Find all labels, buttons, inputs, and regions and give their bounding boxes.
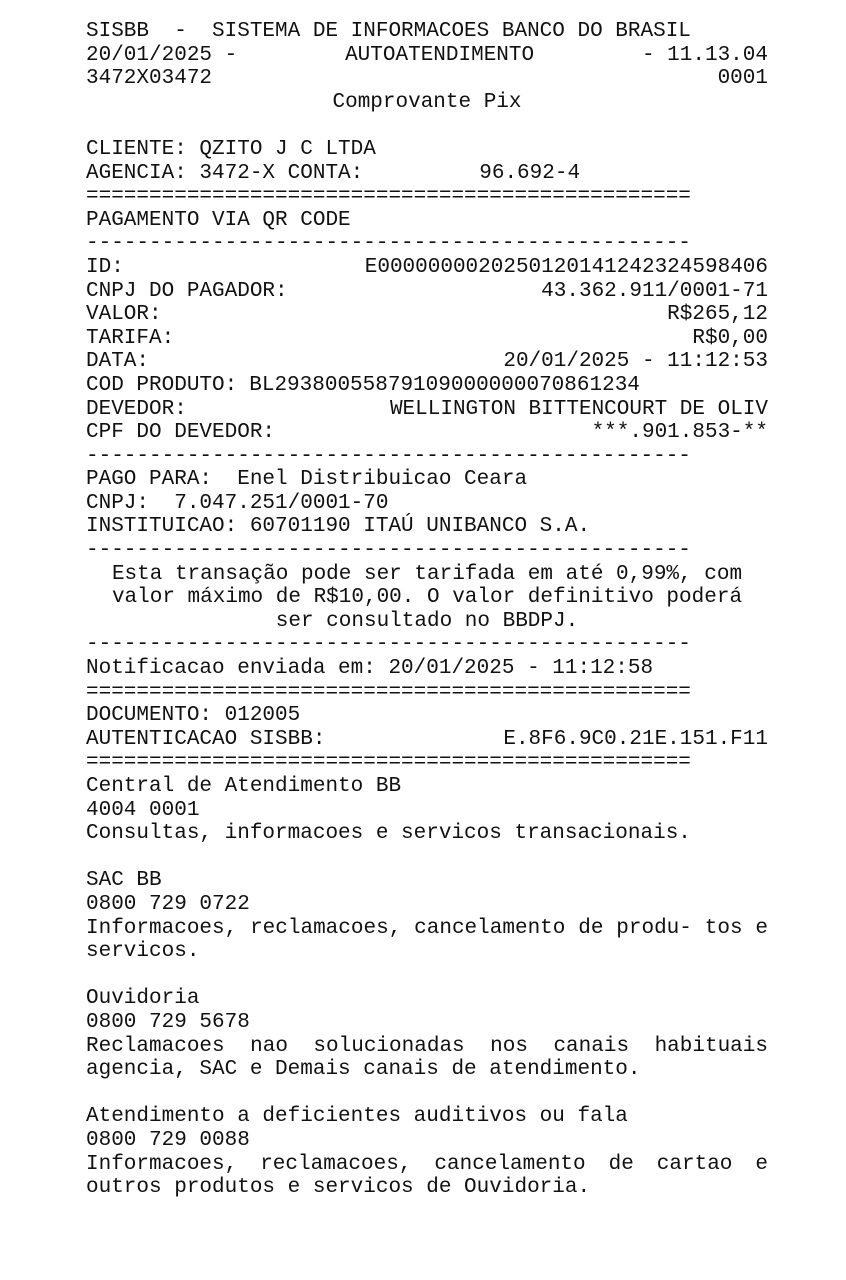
field-value: ***.901.853-**: [591, 421, 768, 445]
single-separator: ------------------------------------------------: [86, 444, 691, 468]
agency-label: AGENCIA: 3472-X CONTA:: [86, 161, 364, 185]
double-separator: ================================================: [86, 185, 691, 209]
contact-block-sac: [86, 869, 768, 963]
contact-phone: 0800 729 0088: [86, 1128, 250, 1152]
contact-block-ouvidoria: [86, 987, 768, 1081]
document-line: [86, 704, 768, 728]
payee-cnpj: CNPJ: 7.047.251/0001-70: [86, 491, 389, 515]
header-date-line: [86, 44, 768, 68]
field-label: TARIFA:: [86, 326, 175, 350]
fee-notice: Esta transação pode ser tarifada em até 0,99%, com valor máximo de R$10,00. O valor definitivo poderá ser consultado no BBDPJ.: [111, 562, 743, 633]
contact-block-central: [86, 775, 768, 846]
header-channel: AUTOATENDIMENTO: [345, 43, 535, 67]
spacer: [86, 114, 768, 138]
single-separator: ------------------------------------------------: [86, 633, 691, 657]
payee-cnpj-line: [86, 492, 768, 516]
field-value: E0000000020250120141242324598406: [364, 255, 768, 279]
header-date: 20/01/2025 -: [86, 43, 238, 67]
field-label: VALOR:: [86, 303, 162, 327]
client-name: CLIENTE: QZITO J C LTDA: [86, 137, 376, 161]
header-sequence: 0001: [717, 67, 768, 91]
authentication-label: AUTENTICACAO SISBB:: [86, 727, 326, 751]
payee-institution-line: [86, 515, 768, 539]
contact-description: Informacoes, reclamacoes, cancelamento de cartao e outros produtos e servicos de Ouvidoria.: [86, 1152, 768, 1200]
field-value: R$265,12: [667, 303, 768, 327]
header-system-line: [86, 20, 768, 44]
contact-name: Atendimento a deficientes auditivos ou fala: [86, 1105, 628, 1129]
payment-section-title-line: [86, 209, 768, 233]
single-separator: ------------------------------------------------: [86, 539, 691, 563]
payee-name: PAGO PARA: Enel Distribuicao Ceara: [86, 468, 528, 492]
contact-phone: 0800 729 5678: [86, 1010, 250, 1034]
field-label: CPF DO DEVEDOR:: [86, 421, 276, 445]
field-row-cnpj-pagador: [86, 280, 768, 304]
contact-name: SAC BB: [86, 869, 162, 893]
document-number: DOCUMENTO: 012005: [86, 704, 301, 728]
contact-name: Ouvidoria: [86, 987, 200, 1011]
payee-line: [86, 468, 768, 492]
contact-phone: 0800 729 0722: [86, 892, 250, 916]
field-label: COD PRODUTO:: [86, 373, 238, 397]
contact-description: Reclamacoes nao solucionadas nos canais habituais agencia, SAC e Demais canais de atendimento.: [86, 1034, 768, 1082]
field-row-valor: [86, 303, 768, 327]
spacer: [86, 1082, 768, 1106]
field-row-tarifa: [86, 327, 768, 351]
agency-line: [86, 162, 768, 186]
field-value: 20/01/2025 - 11:12:53: [503, 350, 768, 374]
header-system-text: SISBB - SISTEMA DE INFORMACOES BANCO DO BRASIL: [86, 20, 691, 43]
single-separator: ------------------------------------------------: [86, 232, 691, 256]
field-label: DATA:: [86, 350, 150, 374]
field-value: R$0,00: [692, 326, 768, 350]
field-label: ID:: [86, 255, 124, 279]
payee-institution: INSTITUICAO: 60701190 ITAÚ UNIBANCO S.A.: [86, 515, 591, 539]
payment-section-title: PAGAMENTO VIA QR CODE: [86, 208, 351, 232]
spacer: [86, 846, 768, 870]
field-value: 43.362.911/0001-71: [541, 279, 768, 303]
field-row-id: [86, 256, 768, 280]
double-separator: ================================================: [86, 680, 691, 704]
field-value: BL29380055879109000000070861234: [249, 373, 640, 397]
field-label: CNPJ DO PAGADOR:: [86, 279, 288, 303]
contact-block-deficientes: [86, 1105, 768, 1199]
field-label: DEVEDOR:: [86, 397, 187, 421]
receipt-title: Comprovante Pix: [332, 90, 522, 114]
header-terminal-line: [86, 67, 768, 91]
field-value: WELLINGTON BITTENCOURT DE OLIV: [389, 397, 768, 421]
notification-text: Notificacao enviada em: 20/01/2025 - 11:12:58: [86, 657, 654, 681]
contact-description: Informacoes, reclamacoes, cancelamento de produ- tos e servicos.: [86, 916, 768, 964]
client-line: [86, 138, 768, 162]
authentication-value: E.8F6.9C0.21E.151.F11: [503, 727, 768, 751]
receipt-title-line: [86, 91, 768, 115]
pix-receipt: [86, 20, 768, 1200]
header-terminal: 3472X03472: [86, 67, 213, 91]
spacer: [86, 964, 768, 988]
contact-phone: 4004 0001: [86, 798, 200, 822]
field-row-cod-produto: [86, 374, 768, 398]
notification-line: [86, 657, 768, 681]
header-time: - 11.13.04: [641, 43, 768, 67]
double-separator: ================================================: [86, 751, 691, 775]
contact-description: Consultas, informacoes e servicos transacionais.: [86, 822, 691, 846]
authentication-line: [86, 728, 768, 752]
account-number: 96.692-4: [479, 161, 581, 185]
contact-name: Central de Atendimento BB: [86, 775, 402, 798]
field-row-devedor: [86, 398, 768, 422]
field-row-data: [86, 350, 768, 374]
field-row-cpf-devedor: [86, 421, 768, 445]
